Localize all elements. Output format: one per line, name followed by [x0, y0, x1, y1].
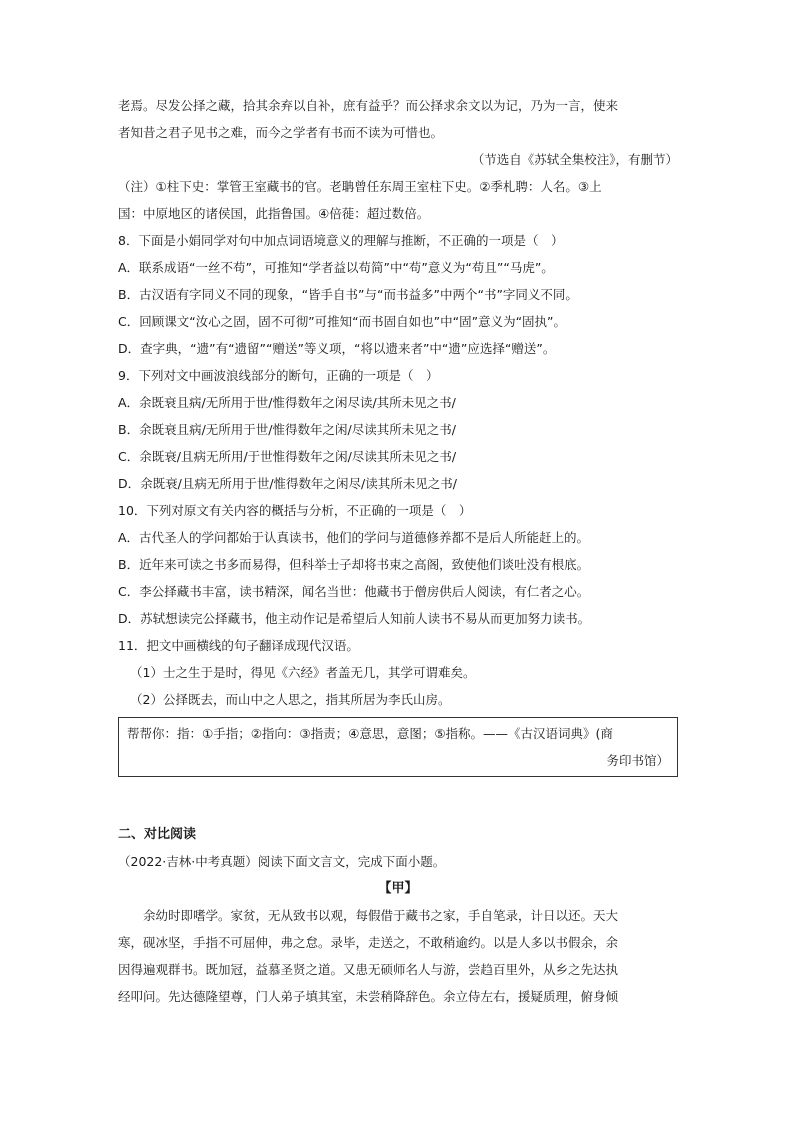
annotations: [118, 173, 678, 227]
passage-jia-title: 【甲】: [378, 881, 418, 896]
option-a: A．联系成语“一丝不苟”，可推知“学者益以苟简”中“苟”意义为“苟且”“马虎”。: [118, 260, 554, 275]
question-10: [118, 497, 678, 632]
passage-line: 者知昔之君子见书之难，而今之学者有书而不读为可惜也。: [118, 125, 444, 140]
passage-jia: [118, 902, 678, 1010]
document-page: [118, 92, 678, 1010]
option-c: C．李公择藏书丰富，读书精深，闻名当世：他藏书于僧房供后人阅读，有仁者之心。: [118, 584, 590, 599]
question-stem: 11．把文中画横线的句子翻译成现代汉语。: [118, 638, 359, 653]
annotation-line: 国：中原地区的诸侯国，此指鲁国。④倍蓰：超过数倍。: [118, 206, 430, 221]
option-d: D．查字典，“遗”有“遗留”“赠送”等义项，“将以遗来者”中“遗”应选择“赠送”。: [118, 341, 556, 356]
option-d: D．余既衰/且病无所用于世/惟得数年之闲尽/读其所未见之书/: [118, 476, 457, 491]
passage-line: 余幼时即嗜学。家贫，无从致书以观，每假借于藏书之家，手自笔录，计日以还。天大: [143, 908, 619, 923]
subquestion-2: （2）公择既去，而山中之人思之，指其所居为李氏山房。: [130, 692, 451, 707]
passage-line: 因得遍观群书。既加冠，益慕圣贤之道。又患无硕师名人与游，尝趋百里外，从乡之先达执: [118, 962, 619, 977]
question-9: [118, 362, 678, 497]
question-stem: 9．下列对文中画波浪线部分的断句，正确的一项是（ ）: [118, 368, 439, 383]
passage-line: 寒，砚冰坚，手指不可屈伸，弗之怠。录毕，走送之，不敢稍逾约。以是人多以书假余，余: [118, 935, 619, 950]
subquestion-1: （1）士之生于是时，得见《六经》者盖无几，其学可谓难矣。: [130, 665, 476, 680]
question-stem: 10．下列对原文有关内容的概括与分析，不正确的一项是（ ）: [118, 503, 472, 518]
passage-line: 老焉。尽发公择之藏，拾其余弃以自补，庶有益乎？而公择求余文以为记，乃为一言，使来: [118, 98, 619, 113]
option-a: A．余既衰且病/无所用于世/惟得数年之闲尽读/其所未见之书/: [118, 395, 456, 410]
section-title: 二、对比阅读: [118, 827, 197, 842]
option-c: C．回顾课文“汝心之固，固不可彻”可推知“而书固自如也”中“固”意义为“固执”。: [118, 314, 567, 329]
help-box: [118, 717, 678, 777]
option-d: D．苏轼想读完公择藏书，他主动作记是希望后人知前人读书不易从而更加努力读书。: [118, 611, 591, 626]
passage-line: 经叩问。先达德隆望尊，门人弟子填其室，未尝稍降辞色。余立侍左右，援疑质理，俯身倾: [118, 989, 619, 1004]
option-b: B．近年来可读之书多而易得，但科举士子却将书束之高阁，致使他们谈吐没有根底。: [118, 557, 590, 572]
option-b: B．余既衰且病/无所用于世/惟得数年之闲/尽读其所未见之书/: [118, 422, 456, 437]
passage-source: （节选自《苏轼全集校注》，有删节）: [471, 152, 678, 167]
annotation-line: （注）①柱下史：掌管王室藏书的官。老聃曾任东周王室柱下史。②季札聘：人名。③上: [118, 179, 602, 194]
option-c: C．余既衰/且病无所用/于世惟得数年之闲/尽读其所未见之书/: [118, 449, 457, 464]
question-11: [118, 632, 678, 713]
option-a: A．古代圣人的学问都始于认真读书，他们的学问与道德修养都不是后人所能赶上的。: [118, 530, 590, 545]
question-stem: 8．下面是小娟同学对句中加点词语境意义的理解与推断，不正确的一项是（ ）: [118, 233, 564, 248]
passage-tail: [118, 92, 678, 146]
question-8: [118, 227, 678, 362]
help-line: 帮帮你：指：①手指；②指向：③指责；④意思，意图；⑤指称。——《古汉语词典》(商: [127, 726, 613, 741]
option-b: B．古汉语有字同义不同的现象，“皆手自书”与“而书益多”中两个“书”字同义不同。: [118, 287, 578, 302]
section-intro: （2022·吉林·中考真题）阅读下面文言文，完成下面小题。: [118, 854, 446, 869]
help-line-tail: 务印书馆）: [606, 753, 669, 768]
